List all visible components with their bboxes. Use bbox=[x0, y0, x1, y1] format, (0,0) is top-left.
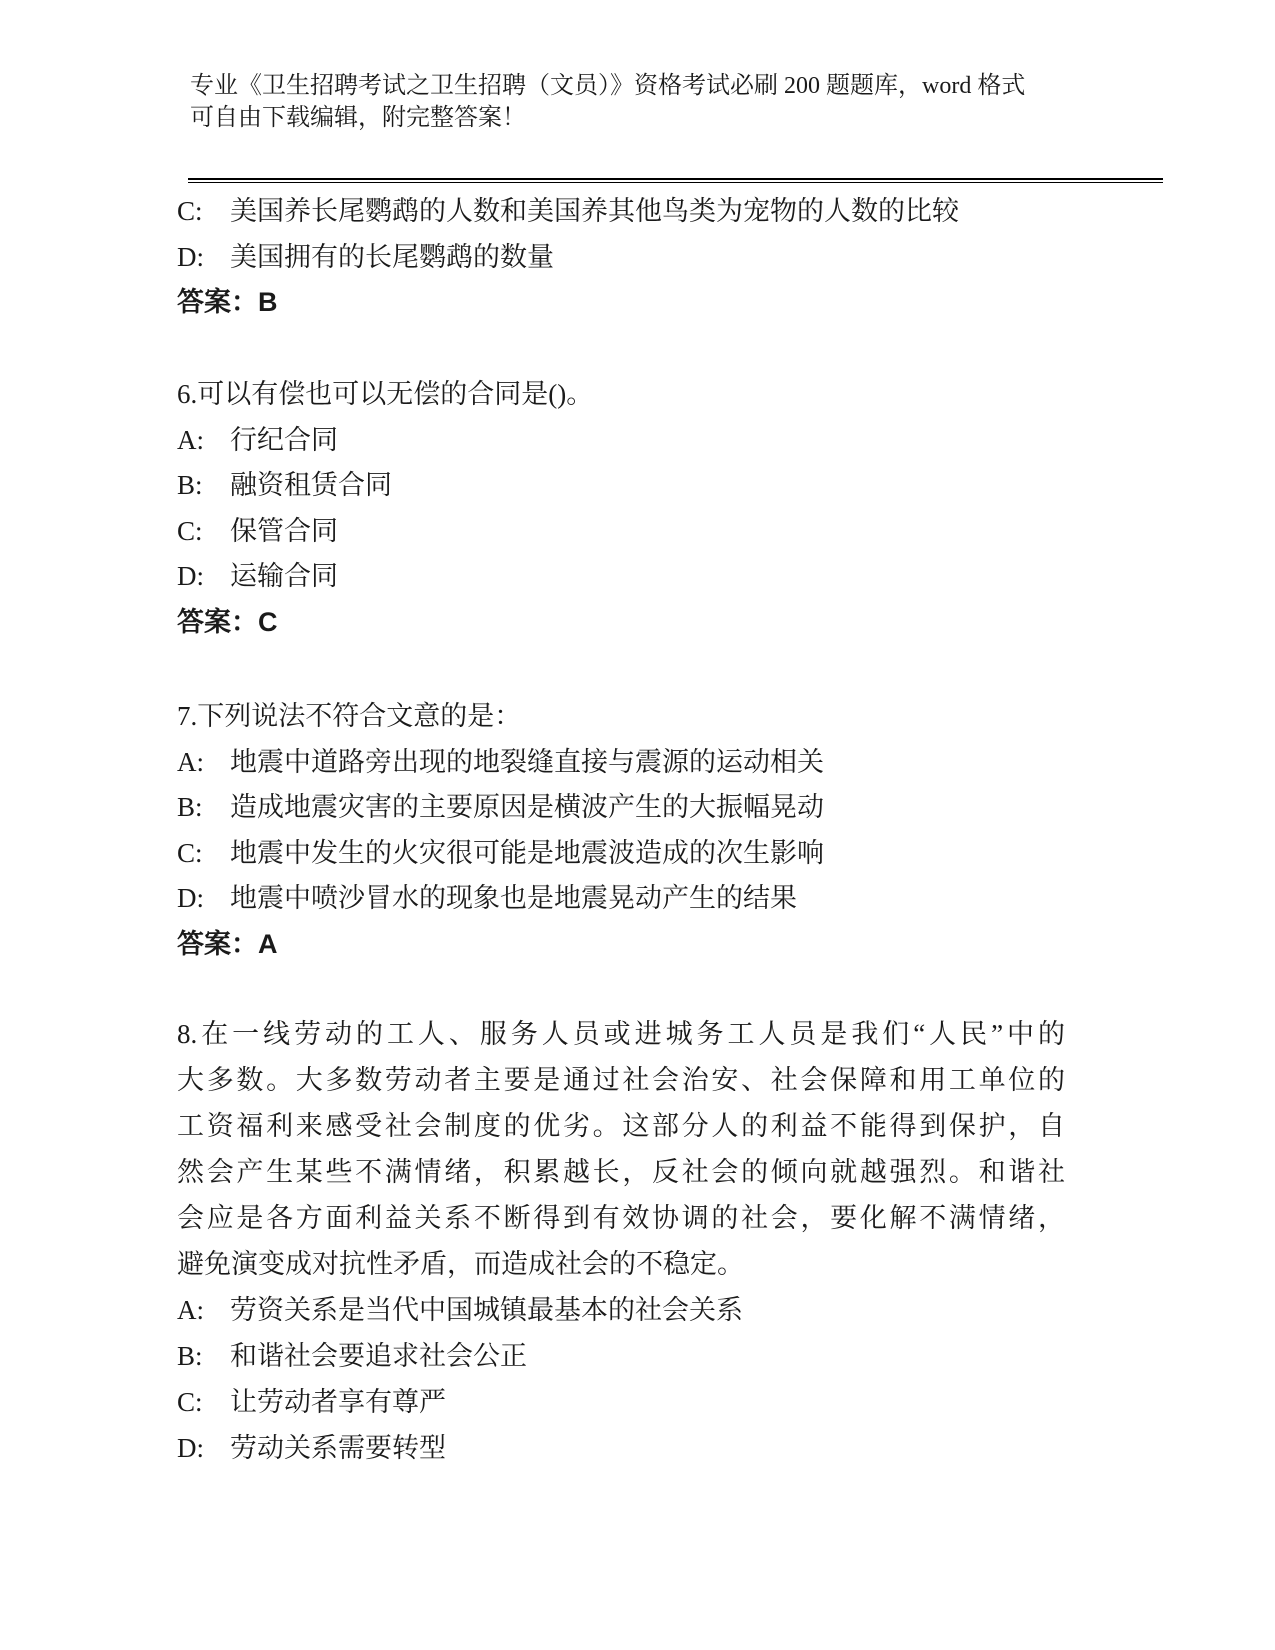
option-row-b bbox=[177, 1333, 1065, 1379]
question-8 bbox=[177, 1011, 1065, 1471]
option-row-b bbox=[177, 463, 1065, 509]
option-text: 劳资关系是当代中国城镇最基本的社会关系 bbox=[230, 1295, 743, 1325]
stem-line: 工资福利来感受社会制度的优劣。这部分人的利益不能得到保护，自 bbox=[177, 1111, 1065, 1141]
option-label: C: bbox=[177, 837, 203, 868]
answer-label: 答案： bbox=[177, 928, 258, 959]
option-label: B: bbox=[177, 470, 203, 500]
option-label: A: bbox=[177, 1295, 204, 1325]
option-row-d bbox=[177, 876, 1065, 922]
option-text: 地震中道路旁出现的地裂缝直接与震源的运动相关 bbox=[230, 746, 824, 777]
answer-line bbox=[177, 922, 1065, 968]
header-divider-double-rule bbox=[188, 178, 1163, 183]
option-label: D: bbox=[177, 241, 204, 272]
answer-value: A bbox=[258, 928, 278, 959]
option-row-c bbox=[177, 509, 1065, 555]
question-stem bbox=[177, 1011, 1065, 1287]
option-label: D: bbox=[177, 883, 204, 913]
option-label: D: bbox=[177, 1433, 204, 1463]
page-header bbox=[190, 70, 1090, 134]
option-text: 地震中发生的火灾很可能是地震波造成的次生影响 bbox=[230, 837, 824, 868]
answer-value: C bbox=[258, 606, 278, 637]
header-line-2: 可自由下载编辑，附完整答案！ bbox=[190, 105, 526, 131]
option-text: 美国养长尾鹦鹉的人数和美国养其他鸟类为宠物的人数的比较 bbox=[230, 196, 959, 226]
option-label: B: bbox=[177, 792, 203, 822]
question-title: 7.下列说法不符合文意的是： bbox=[177, 701, 522, 731]
option-text: 美国拥有的长尾鹦鹉的数量 bbox=[230, 241, 554, 272]
option-row-d bbox=[177, 235, 1065, 281]
answer-label: 答案： bbox=[177, 606, 258, 637]
answer-label: 答案： bbox=[177, 287, 258, 317]
option-label: C: bbox=[177, 515, 203, 546]
header-line-1: 专业《卫生招聘考试之卫生招聘（文员）》资格考试必刷 200 题题库，word 格式 bbox=[190, 73, 1026, 99]
option-text: 保管合同 bbox=[230, 515, 338, 546]
stem-line: 避免演变成对抗性矛盾，而造成社会的不稳定。 bbox=[177, 1249, 744, 1279]
option-text: 造成地震灾害的主要原因是横波产生的大振幅晃动 bbox=[230, 792, 824, 822]
option-text: 地震中喷沙冒水的现象也是地震晃动产生的结果 bbox=[230, 883, 797, 913]
option-row-a bbox=[177, 740, 1065, 786]
question-5-continuation bbox=[177, 189, 1065, 326]
option-label: C: bbox=[177, 1387, 203, 1417]
option-row-c bbox=[177, 1379, 1065, 1425]
option-row-a bbox=[177, 1287, 1065, 1333]
stem-line: 大多数。大多数劳动者主要是通过社会治安、社会保障和用工单位的 bbox=[177, 1065, 1065, 1095]
option-text: 行纪合同 bbox=[230, 424, 338, 455]
option-text: 运输合同 bbox=[230, 561, 338, 591]
option-text: 让劳动者享有尊严 bbox=[230, 1387, 446, 1417]
option-text: 劳动关系需要转型 bbox=[230, 1433, 446, 1463]
stem-line: 8.在一线劳动的工人、服务人员或进城务工人员是我们“人民”中的 bbox=[177, 1019, 1065, 1049]
option-text: 和谐社会要追求社会公正 bbox=[230, 1341, 527, 1371]
stem-line: 然会产生某些不满情绪，积累越长，反社会的倾向就越强烈。和谐社 bbox=[177, 1157, 1065, 1187]
question-title: 6.可以有偿也可以无偿的合同是()。 bbox=[177, 379, 594, 409]
question-7 bbox=[177, 694, 1065, 967]
option-row-c bbox=[177, 831, 1065, 877]
option-label: C: bbox=[177, 196, 203, 226]
option-text: 融资租赁合同 bbox=[230, 470, 392, 500]
answer-line bbox=[177, 600, 1065, 646]
option-label: A: bbox=[177, 746, 204, 777]
option-row-b bbox=[177, 785, 1065, 831]
answer-line bbox=[177, 280, 1065, 326]
option-label: D: bbox=[177, 561, 204, 591]
option-label: A: bbox=[177, 424, 204, 455]
option-label: B: bbox=[177, 1341, 203, 1371]
stem-line: 会应是各方面利益关系不断得到有效协调的社会，要化解不满情绪， bbox=[177, 1203, 1065, 1233]
option-row-a bbox=[177, 418, 1065, 464]
option-row-c bbox=[177, 189, 1065, 235]
question-6 bbox=[177, 372, 1065, 645]
answer-value: B bbox=[258, 287, 278, 317]
option-row-d bbox=[177, 554, 1065, 600]
option-row-d bbox=[177, 1425, 1065, 1471]
